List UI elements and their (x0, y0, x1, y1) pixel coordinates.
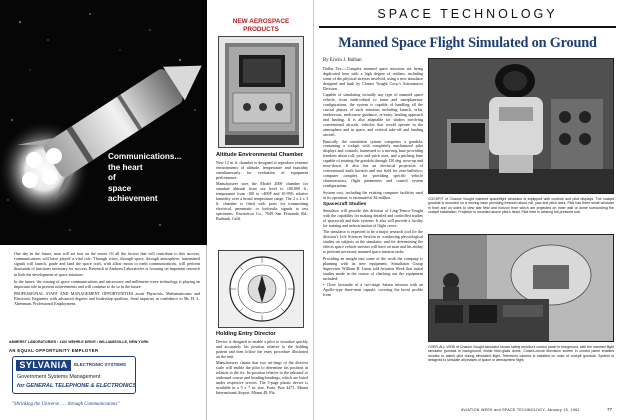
article-page (315, 0, 620, 420)
ad-paragraph: One day in the future, man will set foot on the moon. Of all the factors that will contribute to this success, communications will have played a vital role. Through wires, through space, through atmosphere, transmitted signals will launch, guide and land the space craft, with allow moon to earth communications, will perform thousands of functions necessary for success. Research at Amherst Laboratories is focusing on important research in both the development of space missions. (14, 251, 200, 277)
cockpit-caption: COCKPIT of Chance Vought manned spaceflight simulator is equipped with controls and pilot displays. The cockpit gondola is mounted on a moving base providing freedom about roll, yaw and pitch axes. Pilot has three small windows in front and on sides to view star field and horizon from which are projected on inner wall of dome surrounding the cockpit installation. Projector is mounted above pilot's head. Pilot here is wearing full-pressure suit. (428, 197, 614, 214)
product-paragraph: New 12 in. ft. chamber is designed to reproduce extreme environments of altitude, temperature and humidity simultaneously for evaluation of equipment performance. (216, 160, 308, 180)
overall-view-caption: OVER-ALL VIEW of Chance Vought simulator shows safety monitor's control panel in foreground, with the manned flight simulator gondola in background, inside blue-glass dome. Closed-circuit television screen in control panel enables monitor to watch pilot during simulated flight. Television camera is installed on nose of cockpit gondola. System is designed to simulate all phases of space or atmospheric flight. (428, 345, 614, 362)
article-paragraph: • Close facsimile of a two-stage Saturn mission with an Apollo-type three-man capsule, covering the boost profile from (323, 282, 423, 298)
article-title: Manned Space Flight Simulated on Ground (338, 35, 597, 51)
sylvania-advertisement (0, 0, 207, 420)
rocket-artwork (0, 0, 207, 245)
sylvania-logo (12, 356, 136, 394)
article-paragraph: Capable of simulating virtually any type of manned space vehicle, from earth-orbital to lunar and interplanetary configurations, the system is capable of handling all the crucial phases of such missions including launch, orbit, rendezvous, midcourse guidance, re-entry, landing approach and landing. It is also adaptable for studies involving conventional aircraft, vehicles that would operate in the atmosphere and in space, and vertical take-off and landing aircraft. (323, 92, 423, 137)
new-products-column (208, 0, 314, 420)
ad-body-copy (14, 251, 200, 309)
article-subhead: Spacecraft Studies (323, 201, 367, 207)
product-paragraph: Manufacturer uses the Model 2000 chamber for simulate altitude from sea level to 100,000 ft., temperature from -100 to +400F and 10-95% relative humidity over a broad temperature range. The 2 x 2 x 3 ft. chamber is fitted with ports for transmitting electrical, pneumatic or hydraulic signals to test specimens. Envirotron Co., 7649 San Fernando Rd., Burbank, Calif. (216, 181, 308, 221)
article-paragraph: The simulator is expected to be a major research tool for the division's Life Sciences Section in conducting physiological studies on subjects in the simulator, and for determining the effects space vehicle stresses will have on man and his ability to perform necessary manned space mission tasks. (323, 229, 423, 255)
section-title-line: NEW AEROSPACE (232, 18, 290, 25)
ad-paragraph: In the future, the coming of space communications and microwave and millimeter wave technology is playing an important role in present achievements and will continue to do so in the future. (14, 278, 200, 289)
holding-entry-director-photo (218, 250, 304, 328)
product-heading: Holding Entry Director (216, 331, 276, 337)
slogan-line: Communications... (108, 152, 182, 161)
section-header: SPACE TECHNOLOGY (377, 7, 558, 21)
ad-tagline: "Shrinking the Universe . . . through Communications" (12, 402, 120, 407)
slogan-line: of (108, 173, 116, 183)
page-footer: AVIATION WEEK and SPACE TECHNOLOGY, January 15, 1962 (461, 408, 580, 412)
ad-paragraph: PROFESSIONAL STAFF AND MANAGEMENT OPPORTUNITIES await Physicists, Mathematicians and Electronic Engineers with advanced degrees and leadership qualities. Send inquiries in confidence to Mr. H. L. Ahrenman, Professional Employment. (14, 291, 200, 307)
product-heading: Altitude Environmental Chamber (216, 152, 304, 158)
article-paragraph: Basically, the simulation system comprises a gondola, containing a cockpit with completely mechanized pilot displays and controls, harnessed to a moving base providing freedom about roll, yaw and pitch axes, and a pitching base capable of rotating the gondola through 150 deg. nose-up and nose-down. It also has an electrical projection of conventional earth horizon and star field for zero-ballistics; computer complex for providing specific vehicle characteristics, flight parameters and control system configurations. (323, 138, 423, 189)
ad-address: AMHERST LABORATORIES • 1100 WEHRLE DRIVE • WILLIAMSVILLE, NEW YORK (9, 340, 149, 344)
article-paragraph: Dallas Tex.—Complex manned space missions are being duplicated here with a high degree of realism, including some of the physical stresses involved, using a new simulator designed and built by Chance Vought Corp.'s Astronautics Division. (323, 66, 423, 91)
logo-government: Government Systems Management (17, 374, 101, 380)
slogan-line: space (108, 183, 132, 193)
slogan-line: the heart (108, 162, 143, 172)
page-number: 77 (607, 407, 613, 412)
environmental-chamber-photo (218, 36, 304, 148)
article-paragraph: Simulator will provide this division of Ling-Temco-Vought with the capability for making detailed and controlled studies of spacecraft and their systems. It also will provide a facility for training and indoctrination of flight crews. (323, 208, 423, 228)
section-title-line: PRODUCTS (243, 25, 279, 33)
overall-view-photo (428, 234, 614, 342)
logo-name: SYLVANIA (16, 360, 71, 371)
cockpit-photo (428, 58, 614, 194)
byline: By Erwin J. Bulban (323, 58, 362, 63)
product-paragraph: Manufacturer claims that two set-tings of the director scale will enable the pilot to determine his position in relation to the fix. Its position relative to the inbound or outbound course and heading-headings, which are listed under respective sectors. The 5-page plastic device is available in a 5 x 7 in. size. Forte, Box 4471, Miami International Airport, Miami 48, Fla. (216, 360, 308, 396)
logo-subtitle: ELECTRONIC SYSTEMS (74, 362, 127, 367)
section-title (208, 18, 314, 33)
rocket-illustration (0, 0, 207, 245)
article-body (323, 67, 423, 300)
product-description (216, 340, 308, 397)
ad-equal-opportunity: AN EQUAL OPPORTUNITY EMPLOYER (9, 348, 99, 353)
logo-parent: for GENERAL TELEPHONE & ELECTRONICS (17, 383, 137, 389)
product-paragraph: Device is designed to enable a pilot to visualize quickly and accurately his position relative to the holding pattern and then follow the entry procedure illustrated on the unit. (216, 339, 308, 359)
product-description (216, 161, 308, 223)
slogan-line: achievement (108, 194, 158, 204)
header-rule (319, 26, 616, 28)
communications-slogan (108, 152, 181, 205)
article-paragraph: System cost, including the existing computer facilities used in its operation, is estimated at $2 million. (323, 189, 423, 200)
article-paragraph: Providing an insight into some of the work the company is planning with its new equipment, Simulation Group Supervisor William B. Luton told Aviation Week that initial studies made in the course of checking out the equipment included: (323, 255, 423, 281)
